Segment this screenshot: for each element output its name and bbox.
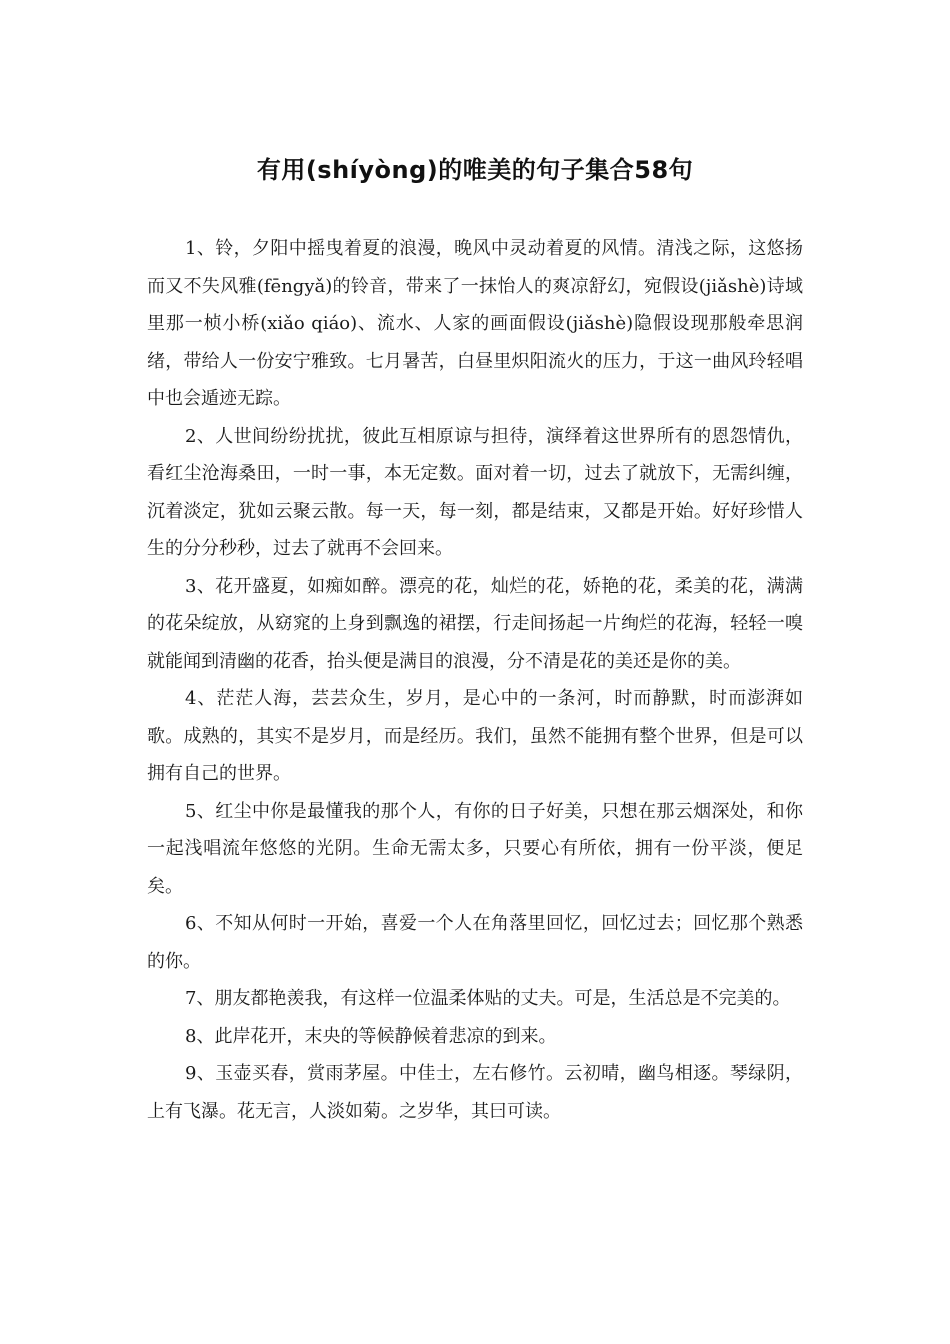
paragraph-2: 2、人世间纷纷扰扰，彼此互相原谅与担待，演绎着这世界所有的恩怨情仇，看红尘沧海桑田，一时一事，本无定数。面对着一切，过去了就放下，无需纠缠，沉着淡定，犹如云聚云散。每一天，每一刻，都是结束，又都是开始。好好珍惜人生的分分秒秒，过去了就再不会回来。 (147, 425, 803, 559)
paragraph-6: 6、不知从何时一开始，喜爱一个人在角落里回忆，回忆过去；回忆那个熟悉的你。 (147, 913, 803, 972)
paragraph-7: 7、朋友都艳羡我，有这样一位温柔体贴的丈夫。可是，生活总是不完美的。 (185, 988, 791, 1009)
paragraph-9: 9、玉壶买春，赏雨茅屋。中佳士，左右修竹。云初晴，幽鸟相逐。琴绿阴，上有飞瀑。花无言，人淡如菊。之岁华，其曰可读。 (147, 1063, 803, 1122)
document-body (147, 230, 803, 1130)
paragraph-5: 5、红尘中你是最懂我的那个人，有你的日子好美，只想在那云烟深处，和你一起浅唱流年悠悠的光阴。生命无需太多，只要心有所依，拥有一份平淡，便足矣。 (147, 800, 803, 897)
paragraph-3: 3、花开盛夏，如痴如醉。漂亮的花，灿烂的花，娇艳的花，柔美的花，满满的花朵绽放，从窈窕的上身到飘逸的裙摆，行走间扬起一片绚烂的花海，轻轻一嗅就能闻到清幽的花香，抬头便是满目的浪漫，分不清是花的美还是你的美。 (147, 575, 803, 672)
paragraph-8: 8、此岸花开，末央的等候静候着悲凉的到来。 (185, 1025, 557, 1047)
paragraph-1: 1、铃，夕阳中摇曳着夏的浪漫，晚风中灵动着夏的风情。清浅之际，这悠扬而又不失风雅(fēngyǎ)的铃音，带来了一抹怡人的爽凉舒幻，宛假设(jiǎshè)诗域里那一桢小桥(xiǎo qiáo)、流水、人家的画面假设(jiǎshè)隐假设现那般牵思润绪，带给人一份安宁雅致。七月暑苦，白昼里炽阳流火的压力，于这一曲风玲轻唱中也会遁迹无踪。 (147, 238, 803, 409)
document-title: 有用(shíyòng)的唯美的句子集合58句 (256, 156, 694, 184)
paragraph-4: 4、茫茫人海，芸芸众生，岁月，是心中的一条河，时而静默，时而澎湃如歌。成熟的，其实不是岁月，而是经历。我们，虽然不能拥有整个世界，但是可以拥有自己的世界。 (147, 688, 803, 784)
